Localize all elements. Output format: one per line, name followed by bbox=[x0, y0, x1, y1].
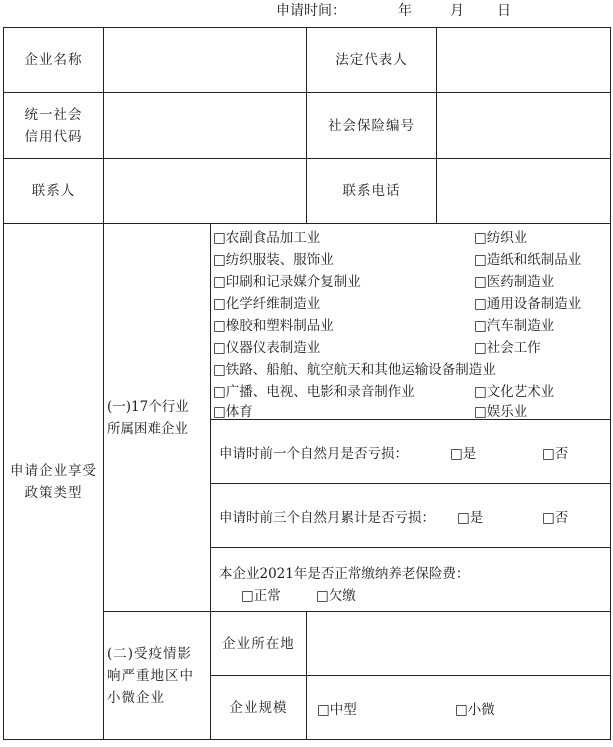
scale-options bbox=[307, 676, 611, 740]
social-insurance-no-label: 社会保险编号 bbox=[307, 93, 437, 159]
phone-field[interactable] bbox=[437, 159, 611, 224]
industry-checklist bbox=[211, 224, 611, 420]
loss-three-month-yes[interactable]: □是 bbox=[457, 510, 484, 526]
industry-check-2[interactable]: □纺织服装、服饰业 bbox=[213, 252, 334, 268]
industry-check-3[interactable]: □印刷和记录媒介复制业 bbox=[213, 274, 361, 290]
industry-check-15[interactable]: □社会工作 bbox=[474, 340, 541, 356]
industry-check-5[interactable]: □橡胶和塑料制品业 bbox=[213, 318, 334, 334]
pension-row bbox=[211, 548, 611, 612]
pension-normal[interactable]: □正常 bbox=[241, 588, 281, 604]
loss-three-month-row bbox=[211, 484, 611, 548]
industry-check-11[interactable]: □造纸和纸制品业 bbox=[474, 252, 582, 268]
date-label: 申请时间： bbox=[276, 3, 346, 19]
pension-owed[interactable]: □欠缴 bbox=[316, 588, 356, 604]
legal-rep-label: 法定代表人 bbox=[307, 28, 437, 93]
loss-three-month-no[interactable]: □否 bbox=[542, 510, 569, 526]
loss-three-month-question: 申请时前三个自然月累计是否亏损： bbox=[219, 510, 435, 526]
industry-check-7[interactable]: □铁路、船舶、航空航天和其他运输设备制造业 bbox=[213, 362, 496, 378]
location-field[interactable] bbox=[307, 612, 611, 676]
loss-one-month-question: 申请时前一个自然月是否亏损： bbox=[219, 446, 408, 462]
company-name-field[interactable] bbox=[104, 28, 307, 93]
industry-check-6[interactable]: □仪器仪表制造业 bbox=[213, 340, 321, 356]
company-name-label: 企业名称 bbox=[4, 28, 104, 93]
credit-code-field[interactable] bbox=[104, 93, 307, 159]
industry-check-8[interactable]: □广播、电视、电影和录音制作业 bbox=[213, 384, 415, 400]
loss-one-month-no[interactable]: □否 bbox=[542, 446, 569, 462]
credit-code-label: 统一社会 信用代码 bbox=[4, 93, 104, 159]
industry-check-17[interactable]: □娱乐业 bbox=[474, 404, 528, 420]
loss-one-month-row bbox=[211, 420, 611, 484]
industry-check-16[interactable]: □文化艺术业 bbox=[474, 384, 555, 400]
month-label: 月 bbox=[450, 3, 464, 19]
scale-small[interactable]: □小微 bbox=[455, 702, 495, 718]
contact-label: 联系人 bbox=[4, 159, 104, 224]
scale-label: 企业规模 bbox=[211, 676, 307, 740]
industry-check-13[interactable]: □通用设备制造业 bbox=[474, 296, 582, 312]
industry-check-1[interactable]: □农副食品加工业 bbox=[213, 230, 321, 246]
industry-check-4[interactable]: □化学纤维制造业 bbox=[213, 296, 321, 312]
section2-label: (二)受疫情影 响严重地区中 小微企业 bbox=[104, 612, 211, 740]
social-insurance-no-field[interactable] bbox=[437, 93, 611, 159]
scale-medium[interactable]: □中型 bbox=[317, 702, 357, 718]
policy-type-label: 申请企业享受 政策类型 bbox=[4, 224, 104, 740]
industry-check-10[interactable]: □纺织业 bbox=[474, 230, 528, 246]
day-label: 日 bbox=[497, 3, 511, 19]
year-label: 年 bbox=[398, 3, 412, 19]
industry-check-12[interactable]: □医药制造业 bbox=[474, 274, 555, 290]
industry-check-9[interactable]: □体育 bbox=[213, 404, 253, 420]
section1-label: (一)17个行业 所属困难企业 bbox=[104, 224, 211, 612]
location-label: 企业所在地 bbox=[211, 612, 307, 676]
phone-label: 联系电话 bbox=[307, 159, 437, 224]
pension-question: 本企业2021年是否正常缴纳养老保险费： bbox=[219, 566, 470, 582]
legal-rep-field[interactable] bbox=[437, 28, 611, 93]
loss-one-month-yes[interactable]: □是 bbox=[450, 446, 477, 462]
contact-field[interactable] bbox=[104, 159, 307, 224]
application-form-table bbox=[3, 27, 611, 740]
industry-check-14[interactable]: □汽车制造业 bbox=[474, 318, 555, 334]
